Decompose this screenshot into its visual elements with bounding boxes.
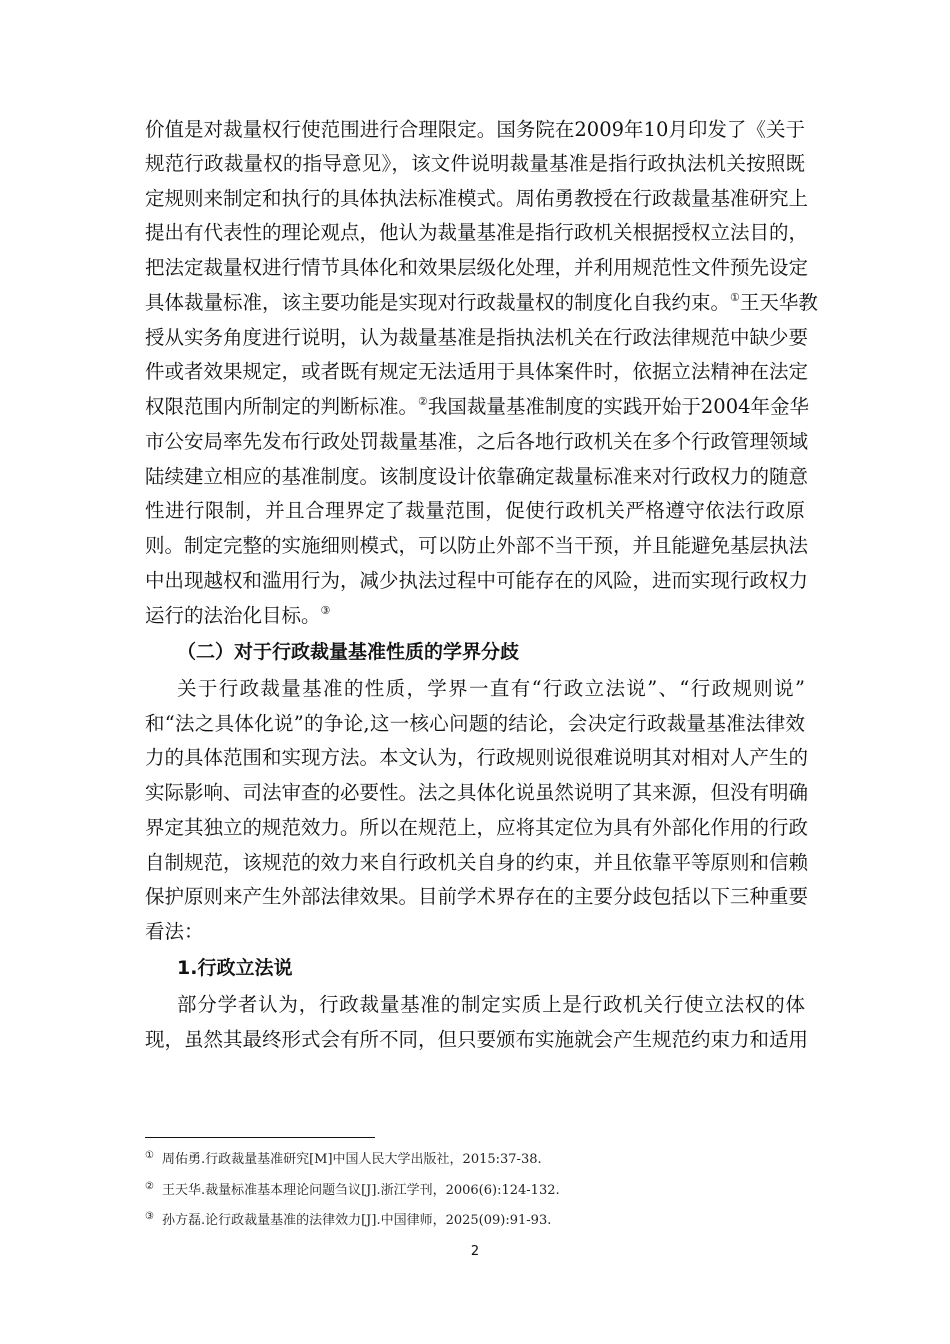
footnote-mark: ③ [145, 1211, 154, 1222]
page-number: 2 [470, 1244, 480, 1259]
footnote-mark: ① [145, 1150, 154, 1161]
text-line: 力的具体范围和实现方法。本文认为，行政规则说很难说明其对相对人产生的 [145, 746, 809, 769]
text-line: 关于行政裁量基准的性质，学界一直有“行政立法说”、“行政规则说” [177, 677, 805, 700]
footnote-mark: ② [145, 1181, 154, 1192]
text-line: 保护原则来产生外部法律效果。目前学术界存在的主要分歧包括以下三种重要 [145, 885, 809, 908]
footnote-ref-1: ① [730, 291, 740, 304]
footnote [145, 1178, 560, 1200]
text-line: 性进行限制，并且合理界定了裁量范围，促使行政机关严格遵守依法行政原 [145, 499, 805, 522]
text-line: 界定其独立的规范效力。所以在规范上，应将其定位为具有外部化作用的行政 [145, 816, 809, 839]
text-line: 提出有代表性的理论观点，他认为裁量基准是指行政机关根据授权立法目的， [145, 221, 809, 244]
text-line: 陆续建立相应的基准制度。该制度设计依靠确定裁量标准来对行政权力的随意 [145, 465, 809, 488]
text-line [145, 395, 810, 419]
text-line: 授从实务角度进行说明，认为裁量基准是指执法机关在行政法律规范中缺少要 [145, 326, 809, 349]
text-segment: 我国裁量基准制度的实践开始于2004年金华 [427, 395, 810, 418]
text-line: 定规则来制定和执行的具体执法标准模式。周佑勇教授在行政裁量基准研究上 [145, 187, 809, 210]
text-segment: 具体裁量标准，该主要功能是实现对行政裁量权的制度化自我约束。 [145, 291, 731, 314]
text-line: 中出现越权和滥用行为，减少执法过程中可能存在的风险，进而实现行政权力 [145, 569, 809, 592]
text-line [145, 604, 805, 628]
text-line: 部分学者认为，行政裁量基准的制定实质上是行政机关行使立法权的体 [177, 993, 805, 1016]
footnote-text: 孙方磊.论行政裁量基准的法律效力[J].中国律师，2025(09):91-93. [161, 1213, 552, 1228]
text-line: 则。制定完整的实施细则模式，可以防止外部不当干预，并且能避免基层执法 [145, 534, 809, 557]
text-line: 价值是对裁量权行使范围进行合理限定。国务院在2009年10月印发了《关于 [145, 118, 805, 141]
text-line: 看法： [145, 920, 204, 943]
text-line: 和“法之具体化说”的争论,这一核心问题的结论，会决定行政裁量基准法律效 [145, 712, 805, 735]
text-line: 把法定裁量权进行情节具体化和效果层级化处理，并利用规范性文件预先设定 [145, 256, 809, 279]
text-line: 规范行政裁量权的指导意见》，该文件说明裁量基准是指行政执法机关按照既 [145, 152, 805, 175]
text-line: 现，虽然其最终形式会有所不同，但只要颁布实施就会产生规范约束力和适用 [145, 1028, 809, 1051]
text-line: 件或者效果规定，或者既有规定无法适用于具体案件时，依据立法精神在法定 [145, 360, 809, 383]
text-segment: 运行的法治化目标。 [145, 604, 321, 627]
footnote [145, 1147, 542, 1169]
subsection-heading: 1.行政立法说 [177, 957, 293, 979]
footnote-separator [145, 1137, 375, 1138]
footnote [145, 1208, 551, 1230]
footnote-ref-3: ③ [320, 604, 331, 617]
text-line [145, 291, 818, 315]
footnote-text: 周佑勇.行政裁量基准研究[M]中国人民大学出版社，2015:37-38. [161, 1152, 542, 1167]
text-segment: 王天华教 [739, 291, 818, 314]
footnote-ref-2: ② [418, 395, 428, 408]
text-line: 自制规范，该规范的效力来自行政机关自身的约束，并且依靠平等原则和信赖 [145, 851, 809, 874]
footnote-text: 王天华.裁量标准基本理论问题刍议[J].浙江学刊，2006(6):124-132. [161, 1183, 560, 1198]
section-heading: （二）对于行政裁量基准性质的学界分歧 [177, 641, 520, 663]
text-segment: 权限范围内所制定的判断标准。 [145, 395, 419, 418]
text-line: 市公安局率先发布行政处罚裁量基准，之后各地行政机关在多个行政管理领域 [145, 430, 809, 453]
text-line: 实际影响、司法审查的必要性。法之具体化说虽然说明了其来源，但没有明确 [145, 781, 809, 804]
